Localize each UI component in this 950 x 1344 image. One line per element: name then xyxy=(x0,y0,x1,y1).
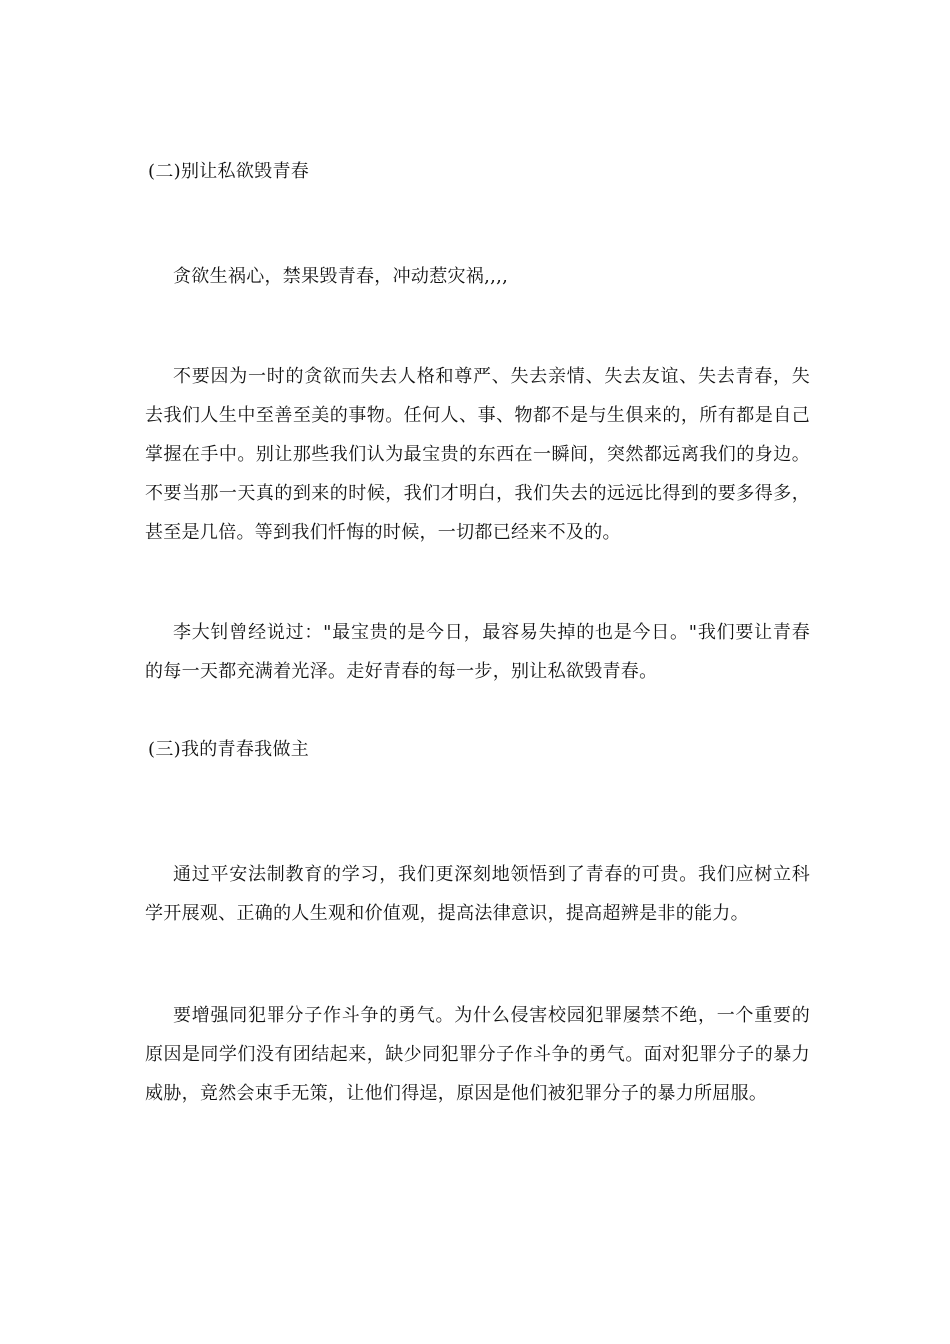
paragraph-li-dazhao-quote: 李大钊曾经说过："最宝贵的是今日，最容易失掉的也是今日。"我们要让青春的每一天都充满着光泽。走好青春的每一步，别让私欲毁青春。 xyxy=(145,622,810,682)
paragraph-courage: 要增强同犯罪分子作斗争的勇气。为什么侵害校园犯罪屡禁不绝，一个重要的原因是同学们没有团结起来，缺少同犯罪分子作斗争的勇气。面对犯罪分子的暴力威胁，竟然会束手无策，让他们得逞，原因是他们被犯罪分子的暴力所屈服。 xyxy=(145,1005,810,1104)
paragraph-dont-lose: 不要因为一时的贪欲而失去人格和尊严、失去亲情、失去友谊、失去青春，失去我们人生中至善至美的事物。任何人、事、物都不是与生俱来的，所有都是自己掌握在手中。别让那些我们认为最宝贵的东西在一瞬间，突然都远离我们的身边。不要当那一天真的到来的时候，我们才明白，我们失去的远远比得到的要多得多，甚至是几倍。等到我们忏悔的时候，一切都已经来不及的。 xyxy=(145,366,810,543)
paragraph-legal-education: 通过平安法制教育的学习，我们更深刻地领悟到了青春的可贵。我们应树立科学开展观、正确的人生观和价值观，提高法律意识，提高超辨是非的能力。 xyxy=(145,864,810,924)
section-heading-three: (三)我的青春我做主 xyxy=(148,739,310,760)
paragraph-greed-slogan: 贪欲生祸心，禁果毁青春，冲动惹灾祸,,,, xyxy=(173,266,509,287)
section-heading-two: (二)别让私欲毁青春 xyxy=(148,161,310,182)
